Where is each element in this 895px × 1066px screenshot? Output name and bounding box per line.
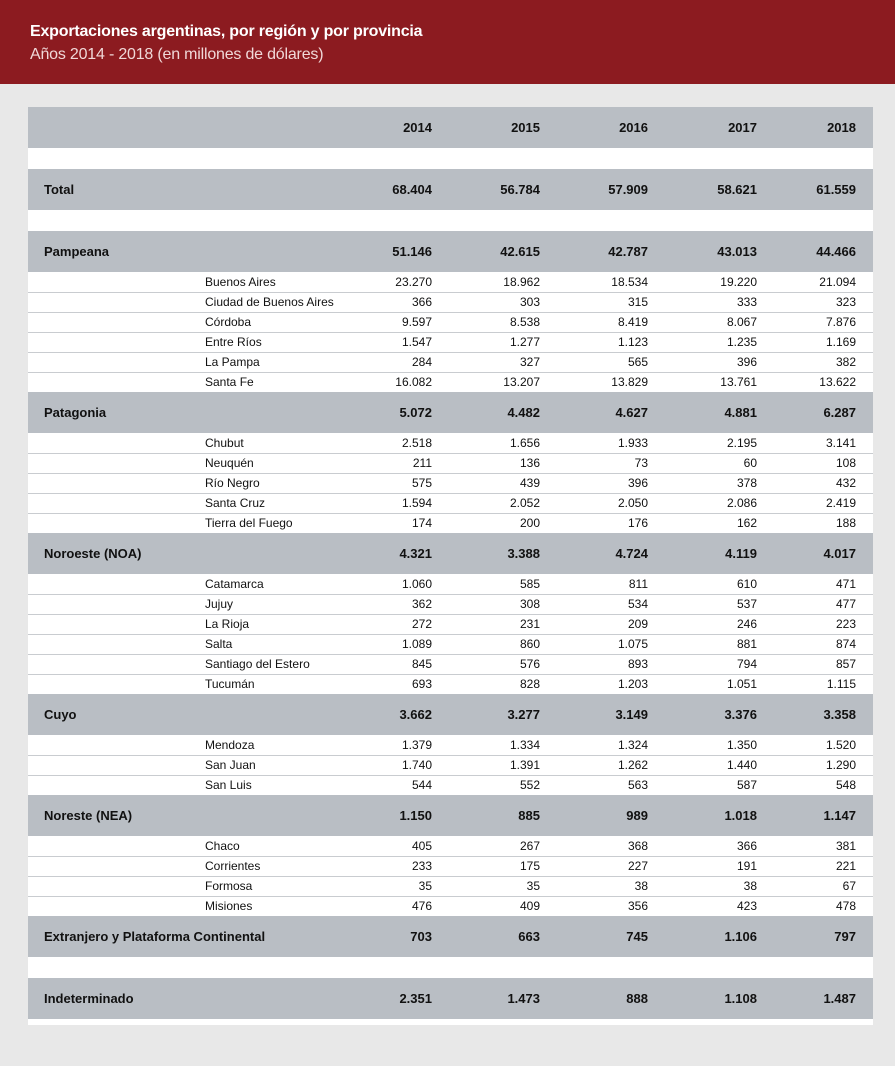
region-row [28,392,873,433]
cell-2016: 1.075 [617,637,648,651]
cell-2016: 888 [626,991,648,1006]
cell-2015: 13.207 [503,375,540,389]
row-label: Misiones [205,899,253,913]
cell-2017: 58.621 [717,182,757,197]
cell-2016: 176 [627,516,648,530]
cell-2016: 368 [627,839,648,853]
cell-2017: 13.761 [720,375,757,389]
cell-2014: 2.351 [399,991,432,1006]
cell-2017: 4.881 [724,405,757,420]
cell-2018: 874 [835,637,856,651]
cell-2017: 1.106 [724,929,757,944]
province-row [28,896,873,917]
province-row [28,876,873,897]
province-row [28,775,873,796]
cell-2014: 68.404 [392,182,432,197]
cell-2015: 885 [518,808,540,823]
province-row [28,272,873,293]
province-row [28,654,873,675]
cell-2017: 3.376 [724,707,757,722]
cell-2014: 544 [411,778,432,792]
cell-2016: 356 [627,899,648,913]
cell-2014: 51.146 [392,244,432,259]
cell-2015: 3.277 [507,707,540,722]
row-label: Santa Fe [205,375,254,389]
cell-2017: 794 [736,657,757,671]
province-row [28,614,873,635]
row-label: Río Negro [205,476,260,490]
cell-2016: 989 [626,808,648,823]
cell-2017: 378 [736,476,757,490]
cell-2017: 1.235 [726,335,757,349]
cell-2015: 663 [518,929,540,944]
cell-2015: 200 [519,516,540,530]
row-label: Neuquén [205,456,254,470]
cell-2018: 108 [835,456,856,470]
cell-2018: 323 [835,295,856,309]
cell-2017: 4.119 [725,546,757,561]
cell-2017: 881 [736,637,757,651]
cell-2014: 1.060 [401,577,432,591]
cell-2016: 2016 [619,120,648,135]
cell-2014: 35 [418,879,432,893]
cell-2017: 1.108 [724,991,757,1006]
region-row [28,916,873,957]
cell-2015: 8.538 [509,315,540,329]
cell-2015: 2015 [511,120,540,135]
cell-2017: 587 [736,778,757,792]
row-label: Ciudad de Buenos Aires [205,295,334,309]
cell-2017: 537 [736,597,757,611]
cell-2017: 246 [736,617,757,631]
cell-2017: 19.220 [720,275,757,289]
exports-table [28,107,873,1025]
province-row [28,493,873,514]
cell-2016: 1.123 [617,335,648,349]
region-row [28,231,873,272]
province-row [28,674,873,695]
province-row [28,372,873,393]
cell-2014: 1.547 [401,335,432,349]
cell-2017: 1.018 [724,808,757,823]
cell-2018: 3.141 [825,436,856,450]
cell-2017: 1.051 [726,677,757,691]
row-label: Santiago del Estero [205,657,310,671]
province-row [28,332,873,353]
cell-2015: 308 [519,597,540,611]
cell-2016: 1.203 [617,677,648,691]
cell-2018: 1.290 [825,758,856,772]
cell-2014: 174 [411,516,432,530]
cell-2016: 315 [627,295,648,309]
cell-2016: 565 [627,355,648,369]
cell-2015: 327 [519,355,540,369]
cell-2014: 362 [411,597,432,611]
row-label: Catamarca [205,577,264,591]
cell-2017: 38 [743,879,757,893]
cell-2017: 43.013 [717,244,757,259]
row-label: San Juan [205,758,256,772]
row-label: Tucumán [205,677,255,691]
cell-2015: 175 [519,859,540,873]
cell-2018: 1.520 [825,738,856,752]
cell-2016: 42.787 [608,244,648,259]
cell-2016: 73 [634,456,648,470]
cell-2017: 366 [736,839,757,853]
cell-2015: 1.656 [509,436,540,450]
cell-2018: 477 [835,597,856,611]
cell-2016: 8.419 [617,315,648,329]
row-label: Pampeana [44,244,110,259]
row-label: Jujuy [205,597,234,611]
row-label: Mendoza [205,738,255,752]
cell-2014: 476 [411,899,432,913]
cell-2014: 366 [411,295,432,309]
cell-2015: 4.482 [507,405,540,420]
cell-2016: 209 [627,617,648,631]
cell-2015: 35 [526,879,540,893]
cell-2018: 381 [835,839,856,853]
province-row [28,453,873,474]
cell-2018: 478 [835,899,856,913]
cell-2018: 223 [835,617,856,631]
row-label: Santa Cruz [205,496,266,510]
cell-2016: 57.909 [608,182,648,197]
cell-2014: 1.150 [399,808,432,823]
province-row [28,574,873,595]
cell-2015: 2.052 [509,496,540,510]
cell-2017: 423 [736,899,757,913]
cell-2016: 3.149 [615,707,648,722]
cell-2015: 136 [519,456,540,470]
cell-2014: 2014 [403,120,432,135]
cell-2015: 18.962 [503,275,540,289]
province-row [28,755,873,776]
page-subtitle: Años 2014 - 2018 (en millones de dólares) [30,46,324,63]
cell-2018: 1.169 [825,335,856,349]
cell-2017: 2017 [728,120,757,135]
cell-2016: 1.262 [617,758,648,772]
cell-2016: 13.829 [611,375,648,389]
cell-2018: 382 [835,355,856,369]
cell-2017: 2.086 [726,496,757,510]
cell-2014: 1.379 [401,738,432,752]
cell-2018: 1.487 [823,991,856,1006]
cell-2018: 548 [835,778,856,792]
cell-2018: 3.358 [823,707,856,722]
row-label: Tierra del Fuego [205,516,293,530]
cell-2016: 563 [627,778,648,792]
row-label: La Rioja [205,617,250,631]
row-label: Formosa [205,879,253,893]
row-label: Indeterminado [44,991,134,1006]
province-row [28,856,873,877]
province-row [28,433,873,454]
cell-2017: 1.350 [726,738,757,752]
cell-2017: 2.195 [726,436,757,450]
cell-2016: 4.627 [615,405,648,420]
province-row [28,292,873,313]
cell-2018: 432 [835,476,856,490]
row-label: La Pampa [205,355,260,369]
cell-2018: 2018 [827,120,856,135]
cell-2014: 1.089 [401,637,432,651]
row-label: Cuyo [44,707,77,722]
cell-2017: 191 [736,859,757,873]
region-row [28,533,873,574]
cell-2014: 5.072 [399,405,432,420]
cell-2014: 9.597 [401,315,432,329]
cell-2014: 703 [410,929,432,944]
cell-2018: 7.876 [825,315,856,329]
cell-2018: 188 [835,516,856,530]
cell-2015: 303 [519,295,540,309]
cell-2014: 2.518 [401,436,432,450]
row-label: Chubut [205,436,244,450]
cell-2015: 1.391 [509,758,540,772]
cell-2015: 3.388 [507,546,540,561]
province-row [28,634,873,655]
cell-2016: 811 [628,577,648,591]
cell-2016: 745 [626,929,648,944]
row-label: Noreste (NEA) [44,808,133,823]
province-row [28,735,873,756]
cell-2014: 575 [411,476,432,490]
cell-2014: 4.321 [399,546,432,561]
cell-2018: 1.115 [826,677,856,691]
region-row [28,694,873,735]
cell-2015: 1.473 [507,991,540,1006]
cell-2016: 2.050 [617,496,648,510]
row-label: Noroeste (NOA) [44,546,142,561]
column-header-row [28,107,873,148]
province-row [28,836,873,857]
cell-2015: 409 [519,899,540,913]
cell-2014: 1.740 [401,758,432,772]
page-title: Exportaciones argentinas, por región y por provincia [30,23,423,40]
cell-2016: 18.534 [611,275,648,289]
cell-2017: 1.440 [726,758,757,772]
cell-2014: 3.662 [399,707,432,722]
cell-2018: 471 [835,577,856,591]
cell-2014: 284 [411,355,432,369]
row-label: Total [44,182,75,197]
cell-2018: 13.622 [819,375,856,389]
cell-2018: 1.147 [823,808,856,823]
province-row [28,594,873,615]
cell-2016: 1.324 [617,738,648,752]
cell-2014: 23.270 [395,275,432,289]
cell-2015: 1.277 [509,335,540,349]
cell-2015: 828 [519,677,540,691]
row-label: Entre Ríos [205,335,262,349]
cell-2015: 439 [519,476,540,490]
cell-2018: 797 [834,929,856,944]
cell-2018: 2.419 [825,496,856,510]
row-label: Buenos Aires [205,275,276,289]
cell-2017: 8.067 [726,315,757,329]
cell-2018: 221 [835,859,856,873]
cell-2018: 857 [835,657,856,671]
row-label: San Luis [205,778,252,792]
cell-2015: 860 [519,637,540,651]
cell-2017: 333 [736,295,757,309]
header-banner [0,0,895,84]
cell-2015: 576 [519,657,540,671]
region-row [28,795,873,836]
cell-2015: 42.615 [500,244,540,259]
cell-2018: 44.466 [816,244,856,259]
cell-2016: 38 [634,879,648,893]
cell-2016: 227 [627,859,648,873]
cell-2017: 610 [736,577,757,591]
cell-2016: 4.724 [615,546,648,561]
cell-2015: 56.784 [500,182,540,197]
cell-2018: 4.017 [823,546,856,561]
cell-2014: 845 [411,657,432,671]
row-label: Extranjero y Plataforma Continental [44,929,266,944]
row-label: Chaco [205,839,240,853]
cell-2014: 233 [411,859,432,873]
row-label: Corrientes [205,859,261,873]
cell-2014: 211 [412,456,432,470]
cell-2014: 1.594 [401,496,432,510]
cell-2015: 267 [519,839,540,853]
cell-2015: 231 [519,617,540,631]
province-row [28,473,873,494]
row-label: Patagonia [44,405,107,420]
cell-2018: 67 [842,879,856,893]
cell-2017: 162 [736,516,757,530]
province-row [28,352,873,373]
cell-2018: 6.287 [823,405,856,420]
cell-2018: 61.559 [816,182,856,197]
province-row [28,513,873,534]
cell-2016: 1.933 [617,436,648,450]
cell-2015: 585 [519,577,540,591]
indeterminado-row [28,978,873,1019]
province-row [28,312,873,333]
cell-2017: 60 [743,456,757,470]
cell-2016: 534 [627,597,648,611]
cell-2016: 893 [627,657,648,671]
cell-2014: 405 [411,839,432,853]
cell-2014: 16.082 [395,375,432,389]
cell-2014: 272 [411,617,432,631]
total-row [28,169,873,210]
cell-2018: 21.094 [819,275,856,289]
cell-2016: 396 [627,476,648,490]
row-label: Salta [205,637,233,651]
cell-2017: 396 [736,355,757,369]
row-label: Córdoba [205,315,252,329]
cell-2015: 552 [519,778,540,792]
cell-2015: 1.334 [509,738,540,752]
cell-2014: 693 [411,677,432,691]
